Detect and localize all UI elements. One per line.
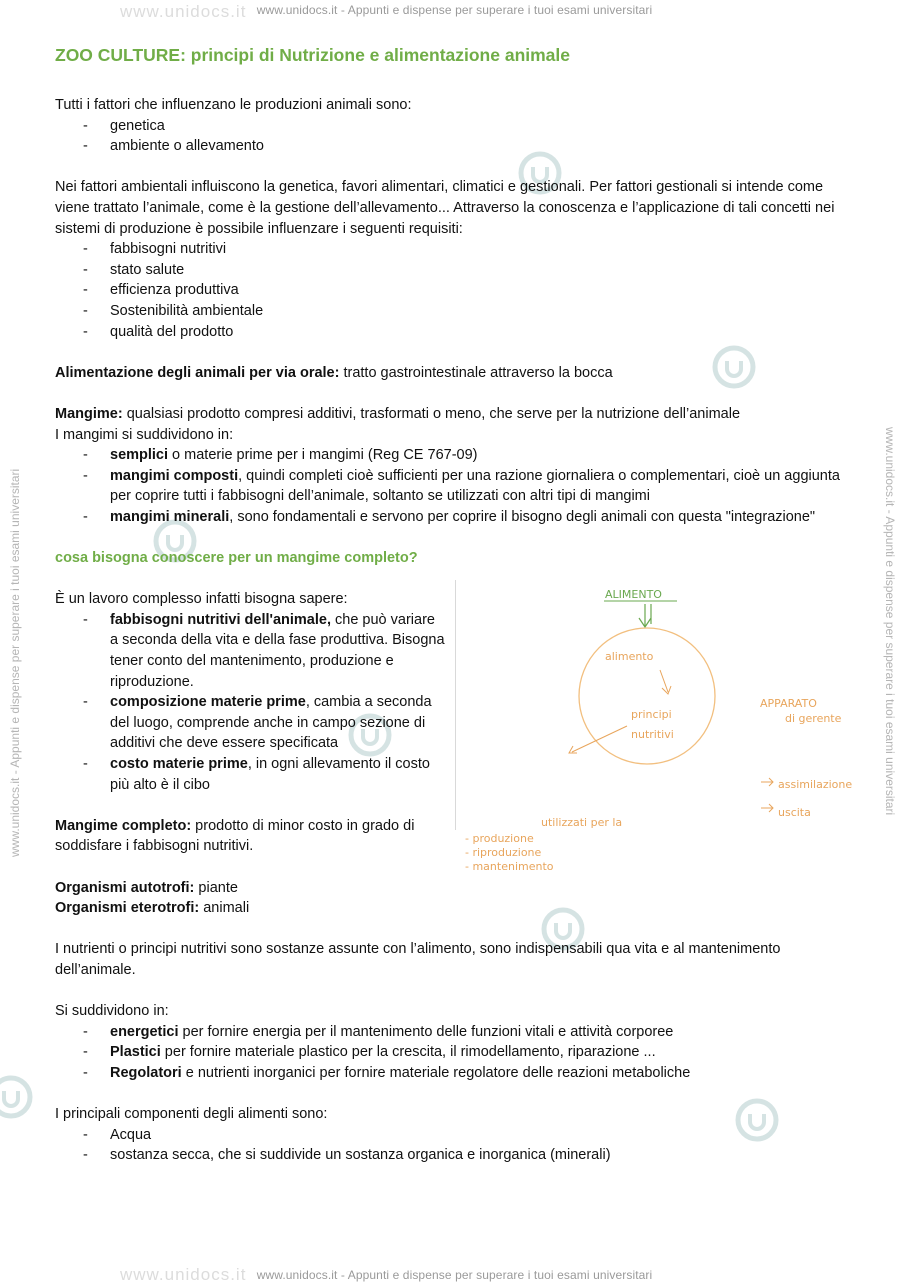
watermark-left: www.unidocs.it - Appunti e dispense per superare i tuoi esami universitari — [8, 468, 22, 857]
feed-definition: Mangime: qualsiasi prodotto compresi additivi, trasformati o meno, che serve per la nutrizione dell’animale — [55, 405, 741, 422]
document-page — [55, 42, 855, 1166]
list-item: - Acqua — [83, 1125, 855, 1146]
oral-feeding-definition: Alimentazione degli animali per via orale: tratto gastrointestinale attraverso la bocca — [55, 364, 613, 381]
list-item: - ambiente o allevamento — [83, 136, 855, 157]
diagram-uses-list — [465, 832, 665, 874]
list-item: - qualità del prodotto — [83, 322, 855, 343]
list-item: - costo materie prime, in ogni allevamento il costo più alto è il cibo — [83, 754, 445, 795]
diagram-use-item: - produzione — [465, 832, 534, 845]
watermark-ghost-bottom: www.unidocs.it — [120, 1265, 247, 1284]
diagram-label-assimilazione: assimilazione — [778, 778, 853, 791]
diagram-sketch — [455, 580, 855, 830]
list-item: - mangimi composti, quindi completi cioè sufficienti per una razione giornaliera o complementari, cioè un aggiunta per coprire tutti i fabbisogni dell’animale, soltanto se utilizzati con altri tipi di mangimi — [83, 466, 855, 507]
nutrients-paragraph: I nutrienti o principi nutritivi sono sostanze assunte con l’alimento, sono indispensabili qua vita e al mantenimento dell’animale. — [55, 941, 781, 978]
heterotrophs-line: Organismi eterotrofi: animali — [55, 900, 250, 917]
list-item: - fabbisogni nutritivi dell'animale, che può variare a seconda della vita e della fase produttiva. Bisogna tener conto del mantenimento, produzione e riproduzione. — [83, 610, 445, 692]
nutrition-diagram — [455, 580, 855, 830]
requirements-list — [55, 239, 855, 342]
list-item: - fabbisogni nutritivi — [83, 239, 855, 260]
factors-intro: Tutti i fattori che influenzano le produzioni animali sono: — [55, 97, 412, 113]
diagram-label-apparato: APPARATO — [760, 697, 817, 710]
list-item: - sostanza secca, che si suddivide un sostanza organica e inorganica (minerali) — [83, 1145, 855, 1166]
document-title: ZOO CULTURE: principi di Nutrizione e alimentazione animale — [55, 45, 571, 65]
components-intro: I principali componenti degli alimenti sono: — [55, 1106, 328, 1123]
list-item: - Regolatori e nutrienti inorganici per fornire materiale regolatore delle reazioni metaboliche — [83, 1063, 855, 1084]
diagram-label-nutritivi: nutritivi — [631, 728, 674, 741]
list-item: - energetici per fornire energia per il mantenimento delle funzioni vitali e attività corporee — [83, 1022, 855, 1043]
section-heading-complete-feed: cosa bisogna conoscere per un mangime completo? — [55, 550, 418, 567]
diagram-label-utilizzati: utilizzati per la — [541, 816, 623, 829]
complete-feed-definition: Mangime completo: prodotto di minor costo in grado di soddisfare i fabbisogni nutritivi. — [55, 817, 415, 855]
autotrophs-line: Organismi autotrofi: piante — [55, 879, 238, 896]
diagram-label-alimento: ALIMENTO — [605, 588, 662, 601]
unidocs-logo-icon — [0, 1074, 34, 1120]
components-list — [55, 1125, 855, 1166]
factors-list — [55, 116, 855, 157]
diagram-label-uscita: uscita — [778, 806, 811, 819]
list-item: - stato salute — [83, 260, 855, 281]
feed-types-list — [55, 445, 855, 527]
list-item: - Plastici per fornire materiale plastico per la crescita, il rimodellamento, riparazione ... — [83, 1042, 855, 1063]
watermark-bottom: www.unidocs.it - Appunti e dispense per superare i tuoi esami universitari — [256, 1268, 653, 1282]
diagram-label-inner-alimento: alimento — [605, 650, 654, 663]
list-item: - mangimi minerali, sono fondamentali e servono per coprire il bisogno degli animali con questa "integrazione" — [83, 507, 855, 528]
list-item: - efficienza produttiva — [83, 280, 855, 301]
list-item: - semplici o materie prime per i mangimi (Reg CE 767-09) — [83, 445, 855, 466]
complete-feed-intro: È un lavoro complesso infatti bisogna sapere: — [55, 591, 348, 608]
watermark-top: www.unidocs.it - Appunti e dispense per superare i tuoi esami universitari — [256, 3, 653, 17]
nutrient-types-list — [55, 1022, 855, 1084]
complete-feed-list — [55, 610, 445, 795]
watermark-right: www.unidocs.it - Appunti e dispense per superare i tuoi esami universitari — [883, 427, 897, 816]
watermark-ghost-top: www.unidocs.it — [120, 2, 247, 21]
diagram-use-item: - riproduzione — [465, 846, 542, 859]
list-item: - composizione materie prime, cambia a seconda del luogo, comprende anche in campo sezione di additivi che deve essere specificata — [83, 692, 445, 754]
list-item: - Sostenibilità ambientale — [83, 301, 855, 322]
feed-subdivision-intro: I mangimi si suddividono in: — [55, 426, 234, 443]
diagram-use-item: - mantenimento — [465, 860, 554, 873]
diagram-label-digerente: di gerente — [785, 712, 842, 725]
nutrient-types-intro: Si suddividono in: — [55, 1003, 169, 1020]
divider — [455, 580, 456, 830]
diagram-label-principi: principi — [631, 708, 672, 721]
list-item: - genetica — [83, 116, 855, 137]
environment-paragraph: Nei fattori ambientali influiscono la genetica, favori alimentari, climatici e gestionali. Per fattori gestionali si intende come viene trattato l’animale, come è la gestione dell’allevamento... Attraverso la conoscenza e l’applicazione di tali concetti nei sistemi di produzione è possibile influenzare i seguenti requisiti: — [55, 179, 835, 237]
